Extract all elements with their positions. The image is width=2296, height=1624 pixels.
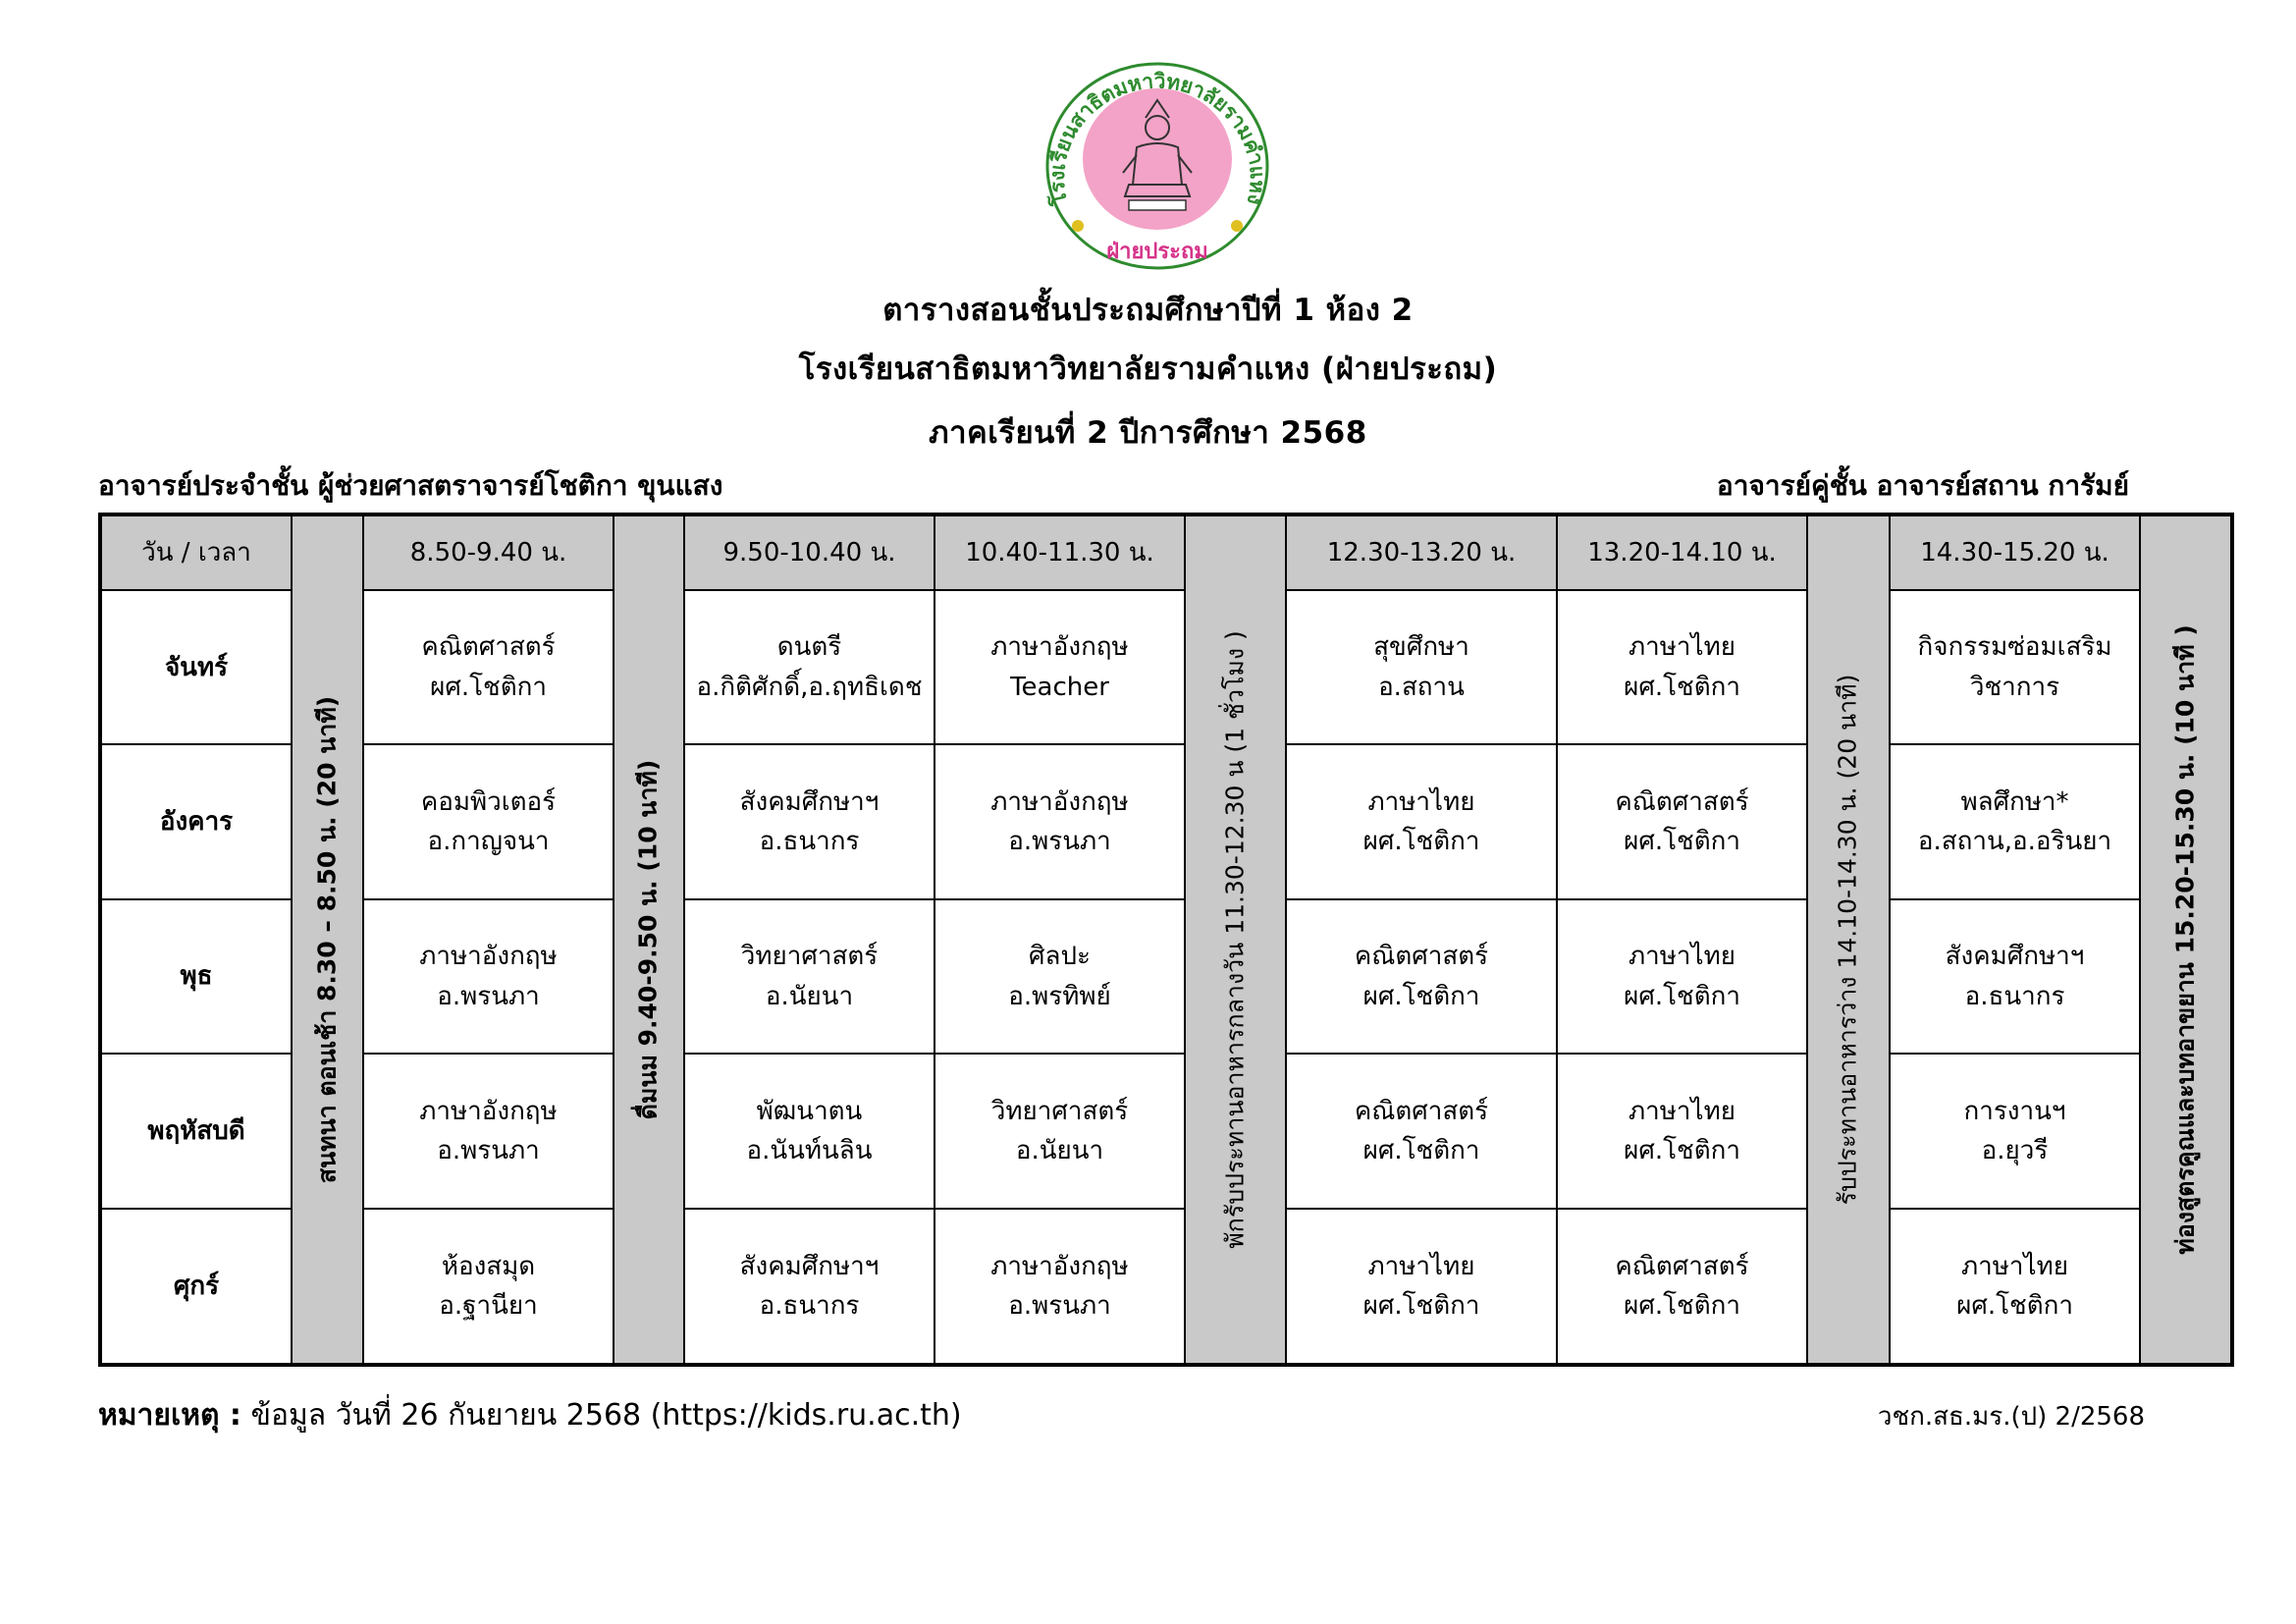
teacher: อ.กิติศักดิ์,อ.ฤทธิเดช [696,672,923,702]
teacher: อ.พรนภา [1008,827,1111,857]
break-morning [292,514,363,1365]
class-cell [684,590,934,744]
note-text: ข้อมูล วันที่ 26 กันยายน 2568 (https://kids.ru.ac.th) [240,1398,962,1433]
teacher: อ.ธนากร [1964,981,2065,1011]
teacher: ผศ.โชติกา [1624,672,1740,702]
class-cell [1890,744,2140,898]
teacher: อ.นันท์นลิน [746,1135,873,1165]
day-cell: พฤหัสบดี [100,1054,292,1208]
table-row [100,590,2232,744]
document-code: วชก.สธ.มร.(ป) 2/2568 [1877,1402,2145,1432]
subject: ภาษาไทย [1367,786,1475,817]
teacher: ผศ.โชติกา [1362,1135,1480,1165]
school-logo [1039,57,1276,275]
subject: ภาษาไทย [1367,1251,1475,1281]
class-cell [1286,899,1557,1054]
teacher: ผศ.โชติกา [1624,827,1740,857]
class-cell [1557,744,1807,898]
break-snack [1807,514,1890,1365]
subject: คอมพิวเตอร์ [420,786,557,817]
teacher: อ.สถาน,อ.อรินยา [1917,827,2112,857]
teacher: อ.พรนภา [437,1135,540,1165]
subject: พลศึกษา* [1960,786,2069,817]
class-cell [1286,1054,1557,1208]
class-cell [934,1054,1185,1208]
day-cell: อังคาร [100,744,292,898]
footer-note [98,1392,962,1438]
subject: สังคมศึกษาฯ [739,1251,880,1281]
subject: ภาษาไทย [1629,1096,1735,1126]
teacher: อ.กาญจนา [427,827,550,857]
teacher: ผศ.โชติกา [430,672,547,702]
teacher: อ.พรนภา [437,981,540,1011]
class-cell [363,744,614,898]
subject: ภาษาอังกฤษ [419,1096,558,1126]
table-row [100,899,2232,1054]
class-cell [363,1054,614,1208]
subject: สังคมศึกษาฯ [1945,942,2085,972]
class-cell [1890,590,2140,744]
teacher: อ.นัยนา [765,981,854,1011]
class-cell [1286,1209,1557,1365]
subject: การงานฯ [1963,1096,2066,1126]
subject: กิจกรรมซ่อมเสริม [1917,632,2112,663]
break-lunch-label: พักรับประทานอาหารกลางวัน 11.30-12.30 น (1 ชั่วโมง ) [1220,630,1250,1249]
class-cell [363,1209,614,1365]
teacher: อ.ฐานียา [439,1290,538,1321]
class-cell [1890,1054,2140,1208]
table-row [100,1209,2232,1365]
class-cell [934,1209,1185,1365]
day-cell: จันทร์ [100,590,292,744]
subject: คณิตศาสตร์ [1615,786,1749,817]
subject: คณิตศาสตร์ [1615,1251,1749,1281]
co-teacher: อาจารย์คู่ชั้น อาจารย์สถาน การัมย์ [1716,469,2129,502]
period-header: 12.30-13.20 น. [1286,514,1557,590]
class-cell [684,1209,934,1365]
subject: คณิตศาสตร์ [1354,1096,1489,1126]
class-cell [1286,744,1557,898]
teacher: อ.สถาน [1378,672,1465,702]
logo-arc-text: โรงเรียนสาธิตมหาวิทยาลัยรามคำแหง [1044,69,1270,207]
teacher: ผศ.โชติกา [1624,1135,1740,1165]
homeroom-teacher: อาจารย์ประจำชั้น ผู้ช่วยศาสตราจารย์โชติกา ขุนแสง [98,469,723,502]
teacher: อ.ธนากร [759,1290,860,1321]
day-cell: ศุกร์ [100,1209,292,1365]
school-name: โรงเรียนสาธิตมหาวิทยาลัยรามคำแหง (ฝ่ายประถม) [798,352,1498,387]
class-cell [1557,1209,1807,1365]
teacher: ผศ.โชติกา [1624,981,1740,1011]
break-morning-label: สนทนา ตอนเช้า 8.30 – 8.50 น. (20 นาที) [312,695,342,1184]
period-header: 8.50-9.40 น. [363,514,614,590]
teacher: วิชาการ [1969,672,2060,702]
logo-bottom-text: ฝ่ายประถม [1106,240,1208,264]
table-row [100,744,2232,898]
subject: ภาษาอังกฤษ [990,786,1129,817]
break-milk-label: ดื่มนม 9.40-9.50 น. (10 นาที) [633,759,663,1120]
teacher: อ.นัยนา [1015,1135,1104,1165]
subject: ภาษาไทย [1629,632,1735,663]
class-cell [1890,899,2140,1054]
subject: สังคมศึกษาฯ [739,786,880,817]
subject: วิทยาศาสตร์ [990,1096,1129,1126]
period-header: 10.40-11.30 น. [934,514,1185,590]
subject: คณิตศาสตร์ [421,632,556,663]
teacher: ผศ.โชติกา [1624,1290,1740,1321]
class-cell [684,1054,934,1208]
teacher: ผศ.โชติกา [1362,981,1480,1011]
class-cell [934,899,1185,1054]
class-cell [684,899,934,1054]
class-cell [1557,590,1807,744]
break-snack-label: รับประทานอาหารว่าง 14.10-14.30 น. (20 นาที) [1833,674,1862,1206]
note-label: หมายเหตุ : [98,1398,241,1433]
class-cell [1557,899,1807,1054]
subject: ภาษาไทย [1961,1251,2068,1281]
teacher: อ.ยุวรี [1981,1135,2049,1165]
header-row [100,514,2232,590]
subject: ภาษาอังกฤษ [419,942,558,972]
teacher: อ.พรนภา [1008,1290,1111,1321]
class-cell [934,744,1185,898]
subject: วิทยาศาสตร์ [740,942,879,972]
subject: คณิตศาสตร์ [1354,942,1489,972]
class-cell [684,744,934,898]
class-cell [1557,1054,1807,1208]
subject: ดนตรี [776,632,842,663]
subject: ภาษาอังกฤษ [990,1251,1129,1281]
period-header: 9.50-10.40 น. [684,514,934,590]
subject: ภาษาอังกฤษ [990,632,1129,663]
class-cell [1286,590,1557,744]
period-header: 13.20-14.10 น. [1557,514,1807,590]
break-recite [2140,514,2232,1365]
subject: ศิลปะ [1029,942,1091,972]
teacher: Teacher [1010,672,1109,702]
period-header: 14.30-15.20 น. [1890,514,2140,590]
break-milk [614,514,684,1365]
teacher: ผศ.โชติกา [1362,1290,1480,1321]
teacher: อ.ธนากร [759,827,860,857]
timetable [98,513,2234,1367]
break-recite-label: ท่องสูตรคูณและบทอาขยาน 15.20-15.30 น. (10 นาที ) [2170,624,2200,1255]
corner-cell: วัน / เวลา [100,514,292,590]
day-cell: พุธ [100,899,292,1054]
table-row [100,1054,2232,1208]
teacher: ผศ.โชติกา [1956,1290,2073,1321]
teacher: ผศ.โชติกา [1362,827,1480,857]
break-lunch [1185,514,1286,1365]
subject: ห้องสมุด [441,1251,536,1281]
subject: สุขศึกษา [1373,632,1469,663]
class-cell [934,590,1185,744]
class-cell [363,899,614,1054]
subject: พัฒนาตน [756,1096,863,1126]
semester-title: ภาคเรียนที่ 2 ปีการศึกษา 2568 [929,415,1367,451]
class-cell [363,590,614,744]
subject: ภาษาไทย [1629,942,1735,972]
teacher: อ.พรทิพย์ [1008,981,1111,1011]
page-title: ตารางสอนชั้นประถมศึกษาปีที่ 1 ห้อง 2 [882,293,1414,328]
class-cell [1890,1209,2140,1365]
